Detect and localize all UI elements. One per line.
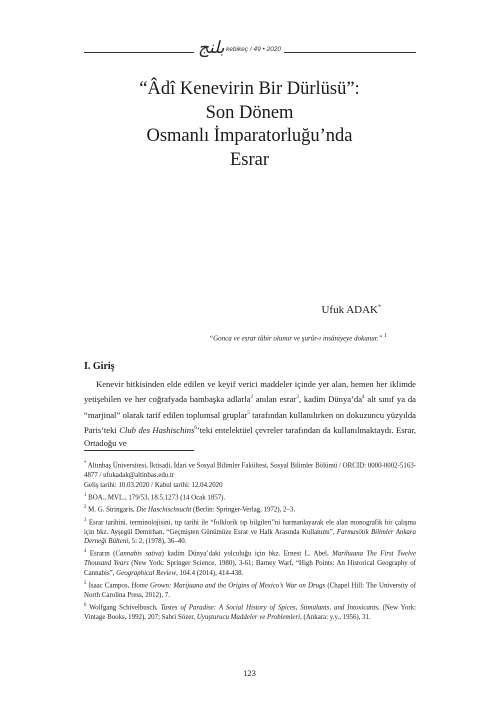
footnote-text: (New York: Springer Science, 1980), 3-61; Barney Warf, “High Points: An Historical Geography of Cannabis”, [84,560,416,577]
footnote-ref: 4 [362,395,365,401]
title-line: Son Dönem [205,102,294,123]
footnote-text: Esrar tarihini, terminolojisini, tıp tarihi ile “folklorik tıp bilgileri”ni harmanlayarak ele alan monografik bir çalışma için bkz. Ayşegül Demirhan, “Geçmişten Günümüze Esrar ve Halk Arasında Kullanımı”, [84,519,416,536]
footnote-text: , 5: 2, (1978), 36–40. [128,538,187,546]
footnote-title: Tastes of Paradise: A Social History of Spices, Stimulants, and Intoxicants [160,604,378,612]
footnote-5 [84,579,416,600]
author-name-text: Ufuk ADAK [321,304,378,316]
footnote-mark: 2 [84,505,87,511]
footnote-1 [84,491,416,503]
body-text-run: tarafından kullanılırken on dokuzuncu yüzyılda Paris’teki [84,409,416,435]
body-text-run: , kadim Dünya’da [298,394,363,405]
body-text-run: alt sınıf ya da “marjinal” olarak tarif edilen toplumsal gruplar [84,394,416,420]
footnote-text: Wolfgang Schivelbusch, [89,604,161,612]
footnote-ref: 5 [247,410,250,416]
footnote-text: Altınbaş Üniversitesi, İktisadi, İdari ve Sosyal Bilimler Fakültesi, Sosyal Bilimler Bölümü / ORCID: 0000-0002-5163-4877 / ufukadak@altinbas.edu.tr [84,462,416,479]
footnote-title: Home Grown: Marijuana and the Origins of Mexico’s War on Drugs [131,582,326,590]
footnote-mark: 1 [84,493,87,499]
footnote-text: , 104.4 (2014), 414-438. [176,569,244,577]
footnote-mark: 6 [84,603,87,608]
footnotes [84,459,416,623]
footnote-text: (Chapel Hill: The University of North Carolina Press, 2012), 7. [84,582,416,599]
footnote-ref: 2 [250,395,253,401]
footnote-title: Uyuşturucu Maddeler ve Problemleri [196,613,301,621]
footnote-affiliation [84,459,416,480]
footnote-3 [84,516,416,547]
footnote-title: Farmasötik Bilimler Ankara Derneği Bülteni [84,528,416,546]
club-name: Club des Hashischins [119,424,195,435]
running-header [84,38,416,62]
header-rule-left [84,52,194,53]
header-rule-right [284,52,416,53]
footnote-text: M. G. Stringaris, [88,506,137,514]
footnote-title: Marihuana The First Twelve Thousand Years [84,550,417,568]
footnote-title: Die Haschischsucht [136,506,192,514]
journal-logo: بلنج [198,38,225,58]
footnote-mark: 5 [84,581,87,587]
body-text-run: anılan esrar [252,394,297,405]
footnote-title: Cannabis sativa [115,550,162,558]
author-name [321,304,381,316]
epigraph [209,333,387,342]
footnote-text: (Berlin: Springer-Verlag, 1972), 2–3. [191,506,296,514]
article-title [60,78,439,172]
section-heading: I. Giriş [84,361,115,372]
epigraph-text: “Gonca ve esrar tâbir olunur ve şurûr-ı insâniyeye dokunur.” [209,334,383,343]
footnote-dates: Geliş tarihi: 10.03.2020 / Kabul tarihi: 12.04.2020 [84,481,223,489]
footnote-2 [84,503,416,515]
footnote-mark: 3 [84,517,87,523]
footnote-text: Isaac Campos, [88,582,132,590]
footnote-title: Geographical Review [116,569,177,577]
body-paragraph [84,378,416,451]
page-number: 123 [243,668,256,678]
title-line: Esrar [229,149,270,170]
footnote-mark: * [84,461,87,466]
footnote-text: ) kadim Dünya’daki yolculuğu için bkz. Ernest L. Abel, [161,550,333,558]
author-footnote-mark: * [378,304,381,311]
footnote-text: , (New York: Vintage Books, 1992), 207; Sabri Sözer, [84,604,416,621]
footnote-text: BOA., MVL., 179/53, 18.5.1273 (14 Ocak 1857). [88,494,226,502]
footnote-ref: 3 [296,395,299,401]
footnote-mark: 4 [84,549,87,555]
title-line: “Âdî Kenevirin Bir Dürlüsü”: [139,79,360,99]
body-text-run: Kenevir bitkisinden elde edilen ve keyif verici maddeler içinde yer alan, hemen her iklimde yetişebilen ve her coğrafyada bambaşka adlarla [84,379,416,405]
footnote-text: , (Ankara: y.y., 1956), 31. [300,613,371,621]
footnote-separator [84,450,194,451]
footnote-text: Esrarın ( [89,550,116,558]
title-line: Osmanlı İmparatorluğu’nda [146,126,353,146]
journal-issue-info: kebikeç / 49 • 2020 [226,46,282,53]
body-text [84,378,416,451]
epigraph-footnote-mark: 1 [384,333,387,339]
footnote-4 [84,547,416,578]
footnote-ref: 6 [194,425,197,431]
body-text-run: ’teki entelektüel çevreler tarafından da kullanılmaktaydı. Esrar, Ortadoğu ve [84,424,417,449]
footnote-6 [84,601,416,622]
